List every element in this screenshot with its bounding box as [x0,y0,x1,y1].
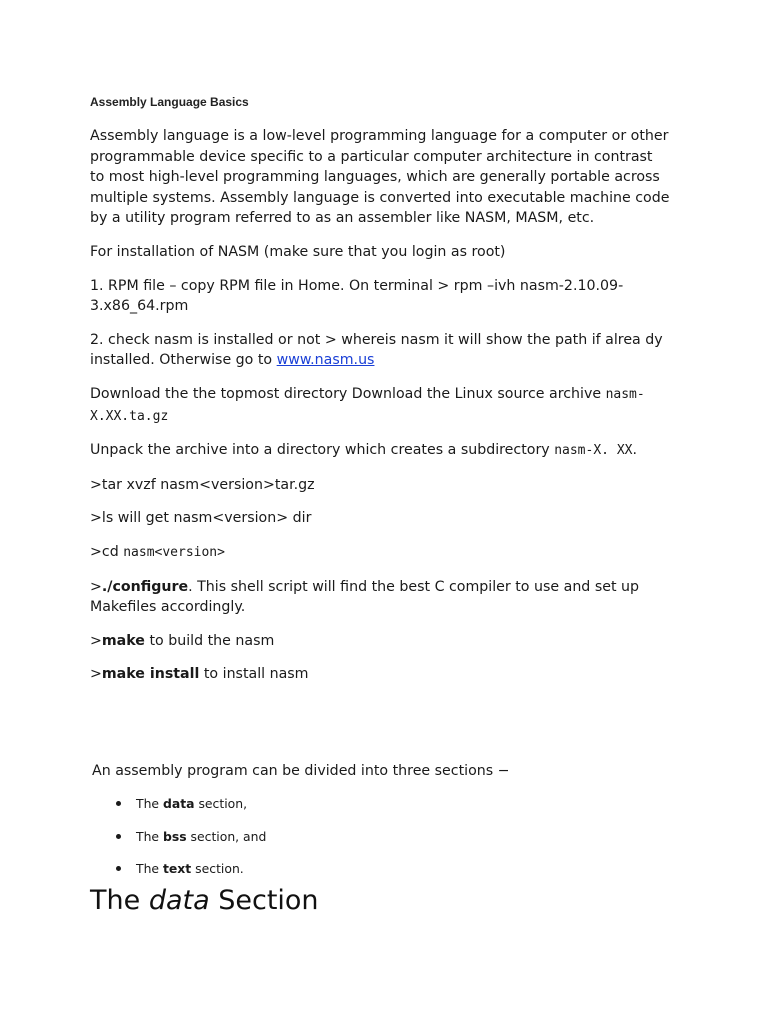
step-1-paragraph: 1. RPM file – copy RPM file in Home. On terminal > rpm –ivh nasm-2.10.09-3.x86_64.rpm [90,277,624,315]
make-text: to build the nasm [144,632,275,649]
document-body [90,126,670,698]
unpack-end: . [632,442,637,459]
unpack-text: Unpack the archive into a directory which creates a subdirectory [90,442,555,459]
list-item-suffix: section, [194,796,248,811]
configure-text: . This shell script will find the best C compiler to use and set up Makefiles accordingly. [90,578,640,616]
make-install-paragraph [90,664,670,685]
sections-intro: An assembly program can be divided into three sections − [92,763,510,779]
list-item-keyword: text [162,861,192,876]
unpack-paragraph [90,440,670,462]
make-install-command: make install [101,666,200,683]
configure-paragraph [90,577,670,618]
unpack-directory-name: nasm-X. XX [554,443,633,459]
make-install-text: to install nasm [199,666,309,683]
download-paragraph [90,384,670,427]
data-section-heading [90,883,319,919]
configure-command: ./configure [101,578,189,595]
configure-prefix: > [90,578,102,595]
make-install-prefix: > [90,666,102,683]
cd-argument: nasm<version> [123,544,225,560]
make-command: make [101,632,145,649]
heading-keyword: data [148,885,210,916]
download-text: Download the the topmost directory Download the Linux source archive [90,385,606,402]
list-item [92,826,266,847]
make-paragraph [90,631,670,652]
nasm-website-link[interactable]: www.nasm.us [276,352,375,369]
document-title: Assembly Language Basics [90,95,249,109]
download-archive-name: nasm-X.XX.ta.gz [90,386,645,424]
list-item-suffix: section, and [186,828,267,844]
list-item-keyword: data [162,796,195,811]
install-heading: For installation of NASM (make sure that you login as root) [90,243,506,260]
heading-suffix: Section [209,885,319,916]
sections-list [92,793,266,891]
list-item [92,793,266,814]
list-item-suffix: section. [191,861,244,876]
make-prefix: > [90,632,102,649]
list-item-prefix: The [136,796,163,811]
cd-command [90,542,670,564]
ls-command: >ls will get nasm<version> dir [90,510,312,527]
bullet-icon [116,866,121,871]
list-item-keyword: bss [162,828,187,844]
list-item [92,858,266,879]
list-item-prefix: The [136,861,163,876]
tar-command: >tar xvzf nasm<version>tar.gz [90,476,315,493]
list-item-prefix: The [136,828,163,844]
bullet-icon [116,801,121,806]
bullet-icon [116,834,121,839]
step-2-text: 2. check nasm is installed or not > whereis nasm it will show the path if alrea dy installed. Otherwise go to [90,331,663,369]
cd-prefix: >cd [90,543,124,560]
step-2-paragraph [90,330,670,371]
heading-prefix: The [90,885,149,916]
intro-paragraph: Assembly language is a low-level programming language for a computer or other programmable device specific to a particular computer architecture in contrast to most high-level programming languages, which are generally portable across multiple systems. Assembly language is converted into executable machine code by a utility program referred to as an assembler like NASM, MASM, etc. [90,128,670,227]
